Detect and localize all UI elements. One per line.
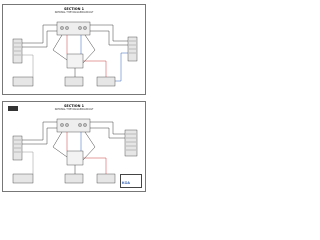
- sheet-title: SECTION 1: [63, 7, 85, 11]
- sheet-title: SECTION 1: [63, 104, 85, 108]
- sheet-subtitle: NATIONAL TYPE RAKIA-BROADCAST: [54, 11, 94, 14]
- title-block: [120, 174, 142, 188]
- diagram-sheet-1: [2, 4, 146, 95]
- diagram-sheet-2: [2, 101, 146, 192]
- sheet-subtitle: NATIONAL TYPE RAKIA-BROADCAST: [54, 108, 94, 111]
- bottom-center-unit: [65, 174, 83, 183]
- company-logo: KOA: [122, 181, 130, 185]
- bottom-right-unit: [97, 77, 115, 86]
- bottom-center-unit: [65, 77, 83, 86]
- bottom-left-unit: [13, 77, 33, 86]
- bottom-left-unit: [13, 174, 33, 183]
- wiring-diagram: [3, 5, 145, 94]
- bottom-right-unit: [97, 174, 115, 183]
- junction-box: [67, 151, 83, 165]
- header-stamp: [8, 106, 18, 111]
- junction-box: [67, 54, 83, 68]
